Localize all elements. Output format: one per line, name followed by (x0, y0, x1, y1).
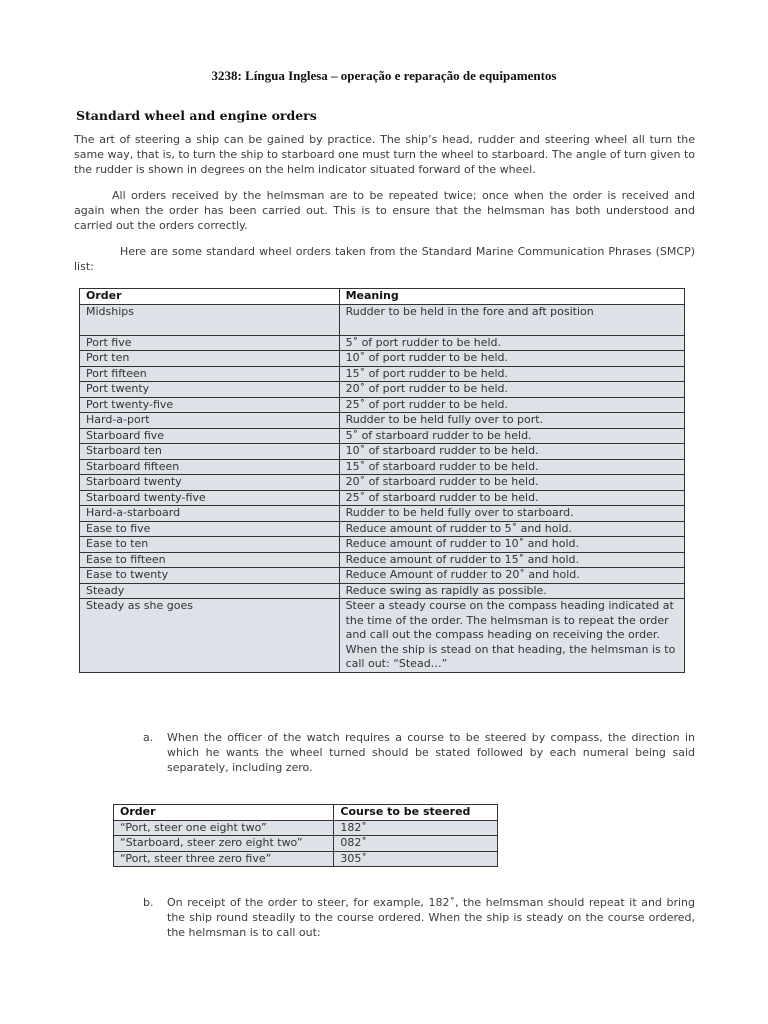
table-row (114, 836, 498, 852)
list-text: On receipt of the order to steer, for example, 182˚, the helmsman should repeat it and bring the ship round steadily to the course ordered. When the ship is steady on the course ordered, the helmsman is to call out: (167, 896, 695, 939)
cell-value: 082˚ (334, 836, 498, 852)
cell-value: 5˚ of port rudder to be held. (339, 335, 684, 351)
cell-order: Port fifteen (80, 366, 340, 382)
document-title: 3238: Língua Inglesa – operação e reparação de equipamentos (211, 68, 557, 83)
cell-order: “Port, steer three zero five” (114, 851, 334, 867)
table-row (80, 413, 685, 429)
table-row (114, 851, 498, 867)
table-row (80, 506, 685, 522)
cell-order: Steady as she goes (80, 599, 340, 673)
table-row (80, 568, 685, 584)
header-course: Course to be steered (334, 805, 498, 821)
cell-order: Hard-a-port (80, 413, 340, 429)
cell-value: Reduce swing as rapidly as possible. (339, 583, 684, 599)
table-row (80, 304, 685, 335)
cell-value: Rudder to be held fully over to port. (339, 413, 684, 429)
cell-order: Ease to twenty (80, 568, 340, 584)
cell-order: Ease to ten (80, 537, 340, 553)
cell-value: Rudder to be held in the fore and aft position (339, 304, 684, 335)
table-row (80, 599, 685, 673)
cell-value: 25˚ of starboard rudder to be held. (339, 490, 684, 506)
cell-value: Steer a steady course on the compass heading indicated at the time of the order. The helmsman is to repeat the order and call out the compass heading on receiving the order. When the ship is stead on that heading, the helmsman is to call out: “Stead…” (339, 599, 684, 673)
cell-order: Ease to five (80, 521, 340, 537)
table-row (80, 583, 685, 599)
cell-order: Port five (80, 335, 340, 351)
cell-value: Rudder to be held fully over to starboard. (339, 506, 684, 522)
table-row (80, 475, 685, 491)
cell-value: 15˚ of starboard rudder to be held. (339, 459, 684, 475)
paragraph-smcp-intro: Here are some standard wheel orders taken from the Standard Marine Communication Phrases (SMCP) list: (74, 245, 695, 273)
list-item-b (143, 895, 695, 940)
cell-value: 10˚ of port rudder to be held. (339, 351, 684, 367)
cell-value: 10˚ of starboard rudder to be held. (339, 444, 684, 460)
cell-order: Steady (80, 583, 340, 599)
table-row (80, 366, 685, 382)
cell-order: Starboard twenty-five (80, 490, 340, 506)
table-header-row (80, 289, 685, 305)
table-row (80, 335, 685, 351)
table-row (80, 351, 685, 367)
header-meaning: Meaning (339, 289, 684, 305)
cell-order: “Starboard, steer zero eight two” (114, 836, 334, 852)
table-row (80, 444, 685, 460)
cell-order: Port twenty (80, 382, 340, 398)
cell-order: Port twenty-five (80, 397, 340, 413)
cell-order: Starboard fifteen (80, 459, 340, 475)
cell-value: 15˚ of port rudder to be held. (339, 366, 684, 382)
list-marker: a. (143, 731, 154, 744)
table-row (80, 428, 685, 444)
paragraph-repeat-orders: All orders received by the helmsman are to be repeated twice; once when the order is received and again when the order has been carried out. This is to ensure that the helmsman has both understood and carried out the orders correctly. (74, 189, 695, 232)
list-text: When the officer of the watch requires a course to be steered by compass, the direction in which he wants the wheel turned should be stated followed by each numeral being said separately, including zero. (167, 731, 695, 774)
table-row (114, 820, 498, 836)
header-order: Order (80, 289, 340, 305)
cell-value: 305˚ (334, 851, 498, 867)
table-row (80, 552, 685, 568)
paragraph-steering: The art of steering a ship can be gained by practice. The ship’s head, rudder and steering wheel all turn the same way, that is, to turn the ship to starboard one must turn the wheel to starboard. The angle of turn given to the rudder is shown in degrees on the helm indicator situated forward of the wheel. (74, 133, 695, 176)
wheel-orders-table (79, 288, 685, 673)
header-order: Order (114, 805, 334, 821)
cell-value: 25˚ of port rudder to be held. (339, 397, 684, 413)
list-marker: b. (143, 896, 154, 909)
table-row (80, 521, 685, 537)
cell-order: Midships (80, 304, 340, 335)
cell-value: Reduce amount of rudder to 5˚ and hold. (339, 521, 684, 537)
cell-value: 5˚ of starboard rudder to be held. (339, 428, 684, 444)
cell-order: Port ten (80, 351, 340, 367)
cell-value: Reduce amount of rudder to 15˚ and hold. (339, 552, 684, 568)
cell-order: Starboard five (80, 428, 340, 444)
table-header-row (114, 805, 498, 821)
cell-value: 20˚ of port rudder to be held. (339, 382, 684, 398)
cell-order: Starboard twenty (80, 475, 340, 491)
cell-order: “Port, steer one eight two” (114, 820, 334, 836)
table-row (80, 382, 685, 398)
table-row (80, 490, 685, 506)
table-row (80, 397, 685, 413)
table-row (80, 537, 685, 553)
cell-order: Hard-a-starboard (80, 506, 340, 522)
cell-value: 20˚ of starboard rudder to be held. (339, 475, 684, 491)
section-heading: Standard wheel and engine orders (76, 108, 317, 123)
course-orders-table (113, 804, 498, 867)
list-item-a (143, 730, 695, 775)
cell-order: Ease to fifteen (80, 552, 340, 568)
cell-value: Reduce amount of rudder to 10˚ and hold. (339, 537, 684, 553)
cell-value: Reduce Amount of rudder to 20˚ and hold. (339, 568, 684, 584)
table-row (80, 459, 685, 475)
cell-order: Starboard ten (80, 444, 340, 460)
cell-value: 182˚ (334, 820, 498, 836)
